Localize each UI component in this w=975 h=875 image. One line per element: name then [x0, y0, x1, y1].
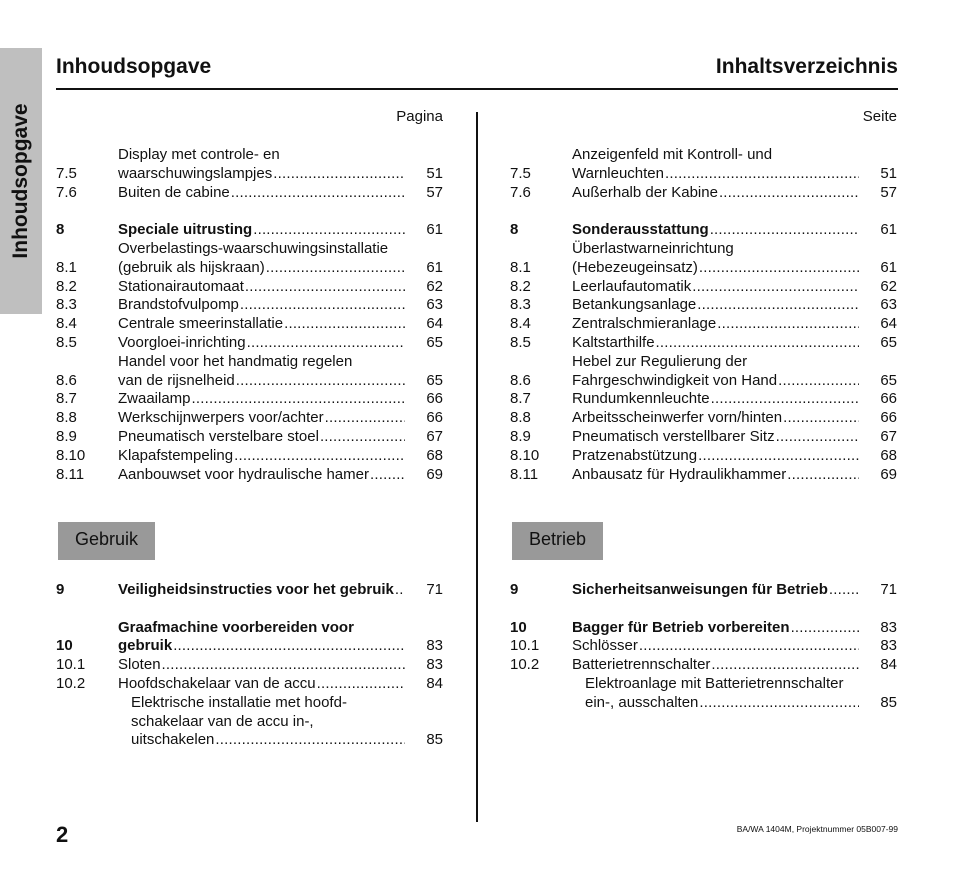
toc-entry[interactable]	[56, 619, 443, 657]
dot-leader	[236, 372, 405, 391]
toc-entry-page: 63	[426, 296, 443, 314]
dot-leader	[699, 259, 859, 278]
toc-entry-title	[118, 694, 405, 750]
dot-leader	[284, 315, 405, 334]
toc-entry-title-line: uitschakelen	[131, 731, 215, 749]
toc-entry-title-line: (gebruik als hijskraan)	[118, 258, 265, 276]
toc-entry[interactable]	[56, 146, 443, 184]
toc-entry-title-line: Brandstofvulpomp	[118, 296, 239, 314]
toc-entry-page: 62	[426, 277, 443, 295]
dot-leader	[370, 466, 405, 485]
document-reference: BA/WA 1404M, Projektnummer 05B007-99	[736, 824, 898, 834]
dot-leader	[778, 372, 859, 391]
dot-leader	[273, 165, 405, 184]
toc-entry[interactable]	[56, 353, 443, 391]
toc-entry-title-line: Fahrgeschwindigkeit von Hand	[572, 371, 778, 389]
toc-entry[interactable]	[510, 353, 897, 391]
toc-entry-number: 8.11	[510, 465, 539, 483]
toc-entry-number: 7.6	[56, 183, 77, 201]
toc-entry-title	[572, 221, 859, 240]
toc-entry-title-line: Warnleuchten	[572, 164, 664, 182]
toc-entry-title-line: Display met controle- en	[118, 146, 280, 163]
toc-entry-page: 61	[426, 221, 443, 239]
page-number: 2	[56, 822, 69, 847]
toc-entry-title-line: Betankungsanlage	[572, 296, 697, 314]
dot-leader	[787, 466, 859, 485]
toc-entry[interactable]	[56, 447, 443, 466]
toc-entry-title	[118, 334, 405, 353]
dot-leader	[665, 165, 859, 184]
toc-entry[interactable]	[510, 184, 897, 203]
toc-entry-page: 85	[880, 693, 897, 711]
dot-leader	[192, 390, 405, 409]
side-tab-label: Inhoudsopgave	[9, 103, 32, 259]
toc-entry-page: 66	[880, 409, 897, 427]
toc-entry-page: 84	[426, 674, 443, 692]
toc-entry-title-line: Hebel zur Regulierung der	[572, 352, 748, 370]
toc-entry-title-line: Pneumatisch verstelbare stoel	[118, 427, 319, 445]
toc-entry-title	[118, 278, 405, 297]
toc-entry-title-line: Außerhalb der Kabine	[572, 183, 718, 201]
toc-entry-page: 83	[426, 656, 443, 674]
toc-entry-number: 9	[56, 581, 65, 598]
toc-entry[interactable]	[510, 146, 897, 184]
page-column-label: Seite	[862, 108, 897, 125]
toc-entry-number: 8.2	[510, 277, 531, 295]
toc-entry-title-line: Voorgloei-inrichting	[118, 333, 246, 351]
toc-entry-page: 65	[880, 333, 897, 351]
toc-entry-title-line: Überlastwarneinrichtung	[572, 239, 734, 257]
toc-entry[interactable]	[56, 390, 443, 409]
toc-entry[interactable]	[510, 409, 897, 428]
toc-entry-page: 66	[880, 390, 897, 408]
toc-list	[510, 146, 897, 484]
section-label: Betrieb	[512, 522, 603, 560]
toc-entry-page: 69	[880, 465, 897, 483]
toc-entry-page: 65	[426, 333, 443, 351]
toc-entry-number: 8.7	[56, 390, 77, 408]
toc-entry[interactable]	[56, 334, 443, 353]
spacer	[56, 202, 443, 221]
toc-entry-title	[118, 447, 405, 466]
toc-entry-page: 84	[880, 656, 897, 674]
toc-entry-title	[118, 221, 405, 240]
toc-entry-page: 61	[880, 221, 897, 239]
toc-entry-title	[118, 296, 405, 315]
toc-entry-title-line: Zwaailamp	[118, 390, 191, 408]
toc-entry[interactable]	[510, 656, 897, 675]
toc-entry[interactable]	[510, 637, 897, 656]
toc-entry-number: 8.6	[56, 371, 77, 389]
dot-leader	[247, 334, 405, 353]
toc-entry-title	[118, 409, 405, 428]
toc-entry-title-line: Buiten de cabine	[118, 183, 230, 201]
toc-entry-title	[118, 315, 405, 334]
toc-entry-page: 61	[426, 258, 443, 276]
toc-entry-title	[572, 184, 859, 203]
dot-leader	[697, 296, 859, 315]
toc-entry-number: 10.2	[56, 674, 86, 692]
toc-entry[interactable]	[56, 656, 443, 675]
toc-entry[interactable]	[510, 390, 897, 409]
dot-leader	[783, 409, 859, 428]
side-tab	[0, 48, 42, 314]
toc-entry-title	[572, 447, 859, 466]
toc-entry-page: 64	[880, 315, 897, 333]
toc-entry-page: 83	[426, 637, 443, 655]
toc-entry-title-line: Stationairautomaat	[118, 277, 244, 295]
toc-entry-page: 83	[880, 618, 897, 636]
toc-entry-page: 68	[880, 446, 897, 464]
toc-entry-title	[572, 619, 859, 638]
dot-leader	[829, 581, 859, 600]
dot-leader	[791, 619, 859, 638]
toc-entry-title	[118, 675, 405, 694]
toc-entry-page: 68	[426, 446, 443, 464]
toc-entry-number: 8.3	[56, 296, 77, 314]
toc-entry-number: 7.6	[510, 183, 531, 201]
dot-leader	[245, 278, 405, 297]
toc-entry-title-line: (Hebezeugeinsatz)	[572, 258, 698, 276]
toc-entry-number: 10.1	[56, 656, 86, 674]
toc-entry-title	[572, 390, 859, 409]
toc-entry[interactable]	[56, 240, 443, 278]
toc-entry-page: 67	[880, 427, 897, 445]
toc-entry-title-line: schakelaar van de accu in-,	[131, 712, 314, 730]
toc-entry-number: 8	[56, 221, 65, 239]
dot-leader	[234, 447, 405, 466]
toc-entry-number: 8.5	[56, 333, 77, 351]
toc-entry[interactable]	[510, 278, 897, 297]
toc-entry-number: 8.9	[56, 427, 77, 445]
toc-entry-number: 10.1	[510, 637, 540, 655]
toc-entry[interactable]	[510, 296, 897, 315]
toc-entry[interactable]	[510, 675, 897, 713]
toc-entry-title	[118, 428, 405, 447]
toc-entry-page: 69	[426, 465, 443, 483]
dot-leader	[698, 447, 859, 466]
dot-leader	[639, 637, 859, 656]
toc-entry-number: 7.5	[510, 164, 531, 182]
toc-entry-number: 7.5	[56, 164, 77, 182]
toc-entry-page: 71	[426, 581, 443, 598]
toc-entry-title-line: gebruik	[118, 637, 173, 655]
toc-entry-number: 8.1	[510, 258, 531, 276]
toc-entry-title	[572, 466, 859, 485]
toc-entry-title-line: Werkschijnwerpers voor/achter	[118, 409, 324, 427]
toc-entry-page: 61	[880, 258, 897, 276]
toc-entry-title-line: Zentralschmieranlage	[572, 315, 717, 333]
toc-entry[interactable]	[56, 581, 443, 600]
dot-leader	[692, 278, 859, 297]
toc-entry-title-line: Speciale uitrusting	[118, 221, 253, 239]
toc-entry[interactable]	[510, 466, 897, 485]
toc-list	[510, 581, 897, 713]
toc-entry-title-line: Batterietrennschalter	[572, 656, 711, 674]
section-heading-betrieb	[510, 522, 603, 560]
toc-entry-title-line: ein-, ausschalten	[585, 693, 699, 711]
toc-entry-title	[572, 278, 859, 297]
toc-entry-page: 64	[426, 315, 443, 333]
dot-leader	[711, 390, 859, 409]
toc-entry[interactable]	[56, 278, 443, 297]
toc-entry-page: 67	[426, 427, 443, 445]
dot-leader	[162, 656, 405, 675]
spacer	[510, 600, 897, 619]
toc-entry-page: 63	[880, 296, 897, 314]
toc-entry-title	[572, 656, 859, 675]
dot-leader	[699, 694, 859, 713]
toc-entry[interactable]	[510, 221, 897, 240]
toc-entry-title	[118, 353, 405, 391]
toc-entry-title-line: Hoofdschakelaar van de accu	[118, 674, 316, 692]
dot-leader	[253, 221, 405, 240]
toc-entry-number: 10	[56, 637, 73, 655]
dot-leader	[717, 315, 859, 334]
toc-entry-number: 8.8	[56, 409, 77, 427]
toc-entry-page: 65	[880, 371, 897, 389]
toc-entry[interactable]	[56, 409, 443, 428]
page-title-german: Inhaltsverzeichnis	[715, 55, 898, 78]
toc-entry-title-line: Rundumkennleuchte	[572, 390, 710, 408]
toc-entry-page: 83	[880, 637, 897, 655]
toc-entry-number: 8.2	[56, 277, 77, 295]
toc-entry-title	[118, 184, 405, 203]
toc-entry-page: 51	[426, 164, 443, 182]
toc-entry-number: 8.1	[56, 258, 77, 276]
toc-column-dutch-operation	[56, 581, 443, 750]
toc-entry-title	[572, 581, 859, 600]
toc-entry[interactable]	[56, 466, 443, 485]
toc-entry[interactable]	[56, 221, 443, 240]
dot-leader	[656, 334, 859, 353]
toc-entry-number: 8.8	[510, 409, 531, 427]
toc-entry[interactable]	[510, 428, 897, 447]
toc-entry-number: 8.4	[56, 315, 77, 333]
toc-list	[56, 581, 443, 750]
toc-entry-page: 65	[426, 371, 443, 389]
toc-entry-title-line: van de rijsnelheid	[118, 371, 235, 389]
toc-entry-number: 8.3	[510, 296, 531, 314]
page-title-dutch: Inhoudsopgave	[56, 55, 212, 78]
toc-entry-title-line: Arbeitsscheinwerfer vorn/hinten	[572, 409, 783, 427]
toc-entry-number: 8.10	[510, 446, 540, 464]
toc-entry-title-line: Sicherheitsanweisungen für Betrieb	[572, 581, 828, 598]
toc-entry[interactable]	[56, 296, 443, 315]
column-divider	[476, 112, 478, 822]
toc-list	[56, 146, 443, 484]
toc-entry-number: 8.11	[56, 465, 85, 483]
toc-entry-page: 71	[880, 581, 897, 598]
toc-entry-title-line: Bagger für Betrieb vorbereiten	[572, 618, 790, 636]
toc-entry-title	[572, 353, 859, 391]
toc-entry-title	[572, 296, 859, 315]
toc-entry-title-line: Anzeigenfeld mit Kontroll- und	[572, 146, 773, 163]
dot-leader	[711, 656, 859, 675]
toc-entry-title-line: Veiligheidsinstructies voor het gebruik	[118, 581, 394, 598]
dot-leader	[395, 581, 405, 600]
toc-entry-page: 51	[880, 164, 897, 182]
section-heading-gebruik	[56, 522, 155, 560]
toc-entry[interactable]	[510, 334, 897, 353]
toc-entry[interactable]	[510, 619, 897, 638]
toc-entry[interactable]	[56, 184, 443, 203]
toc-entry-title	[118, 240, 405, 278]
toc-entry[interactable]	[56, 315, 443, 334]
toc-entry-title	[572, 146, 859, 184]
toc-entry-title-line: Handel voor het handmatig regelen	[118, 352, 353, 370]
toc-entry-page: 57	[426, 183, 443, 201]
toc-entry-title-line: Kaltstarthilfe	[572, 333, 655, 351]
toc-entry[interactable]	[56, 428, 443, 447]
dot-leader	[240, 296, 405, 315]
toc-entry-title	[118, 619, 405, 657]
dot-leader	[215, 731, 405, 750]
toc-entry[interactable]	[510, 315, 897, 334]
dot-leader	[266, 259, 405, 278]
toc-entry-number: 8.9	[510, 427, 531, 445]
toc-entry-title-line: Sonderausstattung	[572, 221, 709, 239]
toc-entry-title-line: Pneumatisch verstellbarer Sitz	[572, 427, 775, 445]
dot-leader	[231, 184, 405, 203]
toc-entry-number: 10	[510, 618, 527, 636]
toc-entry[interactable]	[510, 240, 897, 278]
toc-entry-number: 8.4	[510, 315, 531, 333]
toc-entry-title-line: Anbausatz für Hydraulikhammer	[572, 465, 787, 483]
toc-entry-title-line: Aanbouwset voor hydraulische hamer	[118, 465, 369, 483]
dot-leader	[325, 409, 405, 428]
toc-entry-title-line: Sloten	[118, 656, 161, 674]
toc-entry-title	[118, 146, 405, 184]
toc-entry-number: 8.10	[56, 446, 86, 464]
dot-leader	[320, 428, 405, 447]
toc-entry-page: 66	[426, 390, 443, 408]
toc-entry-title-line: Elektroanlage mit Batterietrennschalter	[585, 674, 844, 692]
toc-entry-page: 85	[426, 731, 443, 749]
toc-entry-number: 8.7	[510, 390, 531, 408]
toc-entry-title-line: Centrale smeerinstallatie	[118, 315, 284, 333]
page-column-label: Pagina	[396, 108, 443, 125]
toc-entry[interactable]	[510, 581, 897, 600]
toc-entry-title-line: Graafmachine voorbereiden voor	[118, 618, 354, 636]
toc-column-dutch	[56, 108, 443, 484]
toc-column-german-operation	[510, 581, 897, 713]
dot-leader	[173, 637, 405, 656]
toc-entry-number: 10.2	[510, 656, 540, 674]
toc-entry-number: 8.6	[510, 371, 531, 389]
toc-entry[interactable]	[510, 447, 897, 466]
toc-column-german	[510, 108, 897, 484]
toc-entry-title	[572, 637, 859, 656]
toc-entry-title-line: Overbelastings-waarschuwingsinstallatie	[118, 239, 389, 257]
toc-entry-title-line: Elektrische installatie met hoofd-	[131, 693, 347, 711]
spacer	[510, 202, 897, 221]
toc-entry-title	[572, 240, 859, 278]
toc-entry-title-line: Klapafstempeling	[118, 446, 234, 464]
toc-entry[interactable]	[56, 675, 443, 694]
toc-entry-title	[572, 675, 859, 713]
toc-entry-title	[118, 466, 405, 485]
toc-entry-title	[118, 390, 405, 409]
dot-leader	[719, 184, 859, 203]
toc-entry-number: 9	[510, 581, 519, 598]
toc-entry-title-line: waarschuwingslampjes	[118, 164, 273, 182]
toc-entry-title	[572, 315, 859, 334]
section-label: Gebruik	[58, 522, 155, 560]
toc-entry-number: 8.5	[510, 333, 531, 351]
toc-entry[interactable]	[56, 694, 443, 750]
dot-leader	[710, 221, 859, 240]
toc-entry-page: 57	[880, 183, 897, 201]
dot-leader	[317, 675, 405, 694]
toc-entry-title-line: Leerlaufautomatik	[572, 277, 692, 295]
toc-entry-title-line: Schlösser	[572, 637, 638, 655]
toc-entry-page: 66	[426, 409, 443, 427]
spacer	[56, 600, 443, 619]
toc-entry-title	[572, 409, 859, 428]
toc-entry-title	[572, 428, 859, 447]
dot-leader	[776, 428, 859, 447]
toc-entry-title-line: Pratzenabstützung	[572, 446, 698, 464]
toc-entry-title	[118, 656, 405, 675]
toc-entry-number: 8	[510, 221, 519, 239]
toc-entry-page: 62	[880, 277, 897, 295]
toc-entry-title	[572, 334, 859, 353]
toc-entry-title	[118, 581, 405, 600]
header-rule	[56, 88, 898, 90]
